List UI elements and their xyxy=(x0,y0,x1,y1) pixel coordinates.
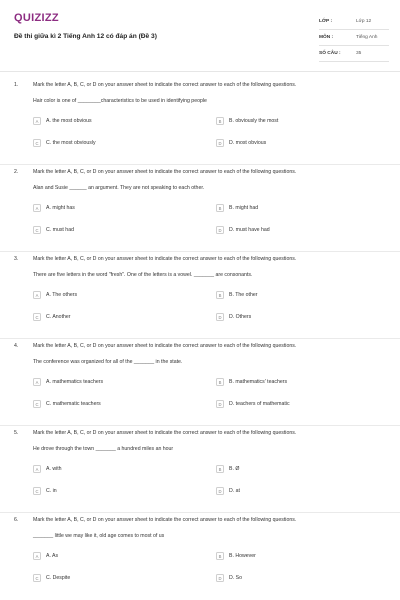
option-letter-box: A xyxy=(33,552,41,560)
option-text: C. in xyxy=(46,488,57,494)
question-number: 6. xyxy=(14,517,19,523)
option-letter-box: D xyxy=(216,226,224,234)
question-number: 3. xyxy=(14,256,19,262)
option-a[interactable] xyxy=(33,291,77,299)
question-5 xyxy=(0,426,400,513)
option-d[interactable] xyxy=(216,139,266,147)
option-text: B. might had xyxy=(229,205,259,211)
option-text: D. at xyxy=(229,488,240,494)
option-letter-box: D xyxy=(216,313,224,321)
option-text: D. Others xyxy=(229,314,252,320)
option-letter-box: C xyxy=(33,139,41,147)
option-letter-box: C xyxy=(33,313,41,321)
option-letter-box: B xyxy=(216,465,224,473)
question-stem: _______ little we may like it, old age comes to most of us xyxy=(33,533,165,539)
option-d[interactable] xyxy=(216,226,270,234)
meta-value: 35 xyxy=(356,51,362,56)
option-c[interactable] xyxy=(33,487,57,495)
worksheet-header xyxy=(0,0,400,70)
option-d[interactable] xyxy=(216,487,240,495)
option-letter-box: A xyxy=(33,204,41,212)
option-text: A. The others xyxy=(46,292,78,298)
option-text: B. The other xyxy=(229,292,258,298)
meta-row-grade xyxy=(319,14,389,30)
option-a[interactable] xyxy=(33,204,75,212)
question-3 xyxy=(0,252,400,339)
option-letter-box: A xyxy=(33,117,41,125)
option-c[interactable] xyxy=(33,139,96,147)
option-text: C. mathematic teachers xyxy=(46,401,101,407)
meta-key: SỐ CÂU : xyxy=(319,51,341,56)
question-stem: Alan and Susie ______ an argument. They are not speaking to each other. xyxy=(33,185,205,191)
option-a[interactable] xyxy=(33,378,103,386)
option-text: B. mathematics' teachers xyxy=(229,379,288,385)
option-letter-box: A xyxy=(33,378,41,386)
question-instruction: Mark the letter A, B, C, or D on your answer sheet to indicate the correct answer to each of the following questions. xyxy=(33,82,297,88)
option-c[interactable] xyxy=(33,226,74,234)
option-d[interactable] xyxy=(216,574,242,582)
option-text: D. must have had xyxy=(229,227,270,233)
worksheet-meta xyxy=(319,14,389,62)
meta-key: LỚP : xyxy=(319,19,333,24)
option-b[interactable] xyxy=(216,204,258,212)
option-letter-box: D xyxy=(216,139,224,147)
option-b[interactable] xyxy=(216,552,256,560)
question-instruction: Mark the letter A, B, C, or D on your answer sheet to indicate the correct answer to each of the following questions. xyxy=(33,517,297,523)
option-letter-box: C xyxy=(33,400,41,408)
quizizz-logo: QUIZIZZ xyxy=(14,12,59,24)
option-letter-box: B xyxy=(216,291,224,299)
option-letter-box: D xyxy=(216,487,224,495)
option-letter-box: C xyxy=(33,487,41,495)
option-text: D. teachers of mathematic xyxy=(229,401,290,407)
option-c[interactable] xyxy=(33,400,101,408)
option-letter-box: A xyxy=(33,291,41,299)
worksheet-title: Đề thi giữa kì 2 Tiếng Anh 12 có đáp án (Đề 3) xyxy=(14,33,157,40)
option-letter-box: C xyxy=(33,574,41,582)
option-letter-box: C xyxy=(33,226,41,234)
option-text: A. As xyxy=(46,553,59,559)
option-a[interactable] xyxy=(33,552,58,560)
question-number: 5. xyxy=(14,430,19,436)
question-instruction: Mark the letter A, B, C, or D on your answer sheet to indicate the correct answer to each of the following questions. xyxy=(33,256,297,262)
option-text: B. obviously the most xyxy=(229,118,279,124)
option-letter-box: A xyxy=(33,465,41,473)
option-text: A. mathematics teachers xyxy=(46,379,104,385)
question-number: 1. xyxy=(14,82,19,88)
option-letter-box: B xyxy=(216,378,224,386)
question-stem: There are five letters in the word "fresh". One of the letters is a vowel. _______ are consonants. xyxy=(33,272,253,278)
option-letter-box: D xyxy=(216,400,224,408)
question-stem: He drove through the town _______ a hundred miles an hour xyxy=(33,446,174,452)
option-b[interactable] xyxy=(216,291,257,299)
option-text: B. However xyxy=(229,553,256,559)
option-d[interactable] xyxy=(216,313,251,321)
meta-value: Tiếng Anh xyxy=(356,35,378,40)
question-stem: The conference was organized for all of the _______ in the state. xyxy=(33,359,183,365)
option-text: D. most obvious xyxy=(229,140,267,146)
option-text: C. Despite xyxy=(46,575,71,581)
option-letter-box: B xyxy=(216,552,224,560)
option-text: A. with xyxy=(46,466,62,472)
option-letter-box: B xyxy=(216,117,224,125)
option-text: A. might has xyxy=(46,205,75,211)
option-text: C. must had xyxy=(46,227,74,233)
header-divider xyxy=(0,71,400,72)
question-instruction: Mark the letter A, B, C, or D on your answer sheet to indicate the correct answer to each of the following questions. xyxy=(33,169,297,175)
option-text: C. Another xyxy=(46,314,71,320)
option-c[interactable] xyxy=(33,574,70,582)
option-b[interactable] xyxy=(216,117,278,125)
question-instruction: Mark the letter A, B, C, or D on your answer sheet to indicate the correct answer to each of the following questions. xyxy=(33,430,297,436)
question-number: 4. xyxy=(14,343,19,349)
option-text: C. the most obviously xyxy=(46,140,96,146)
option-letter-box: B xyxy=(216,204,224,212)
question-6 xyxy=(0,513,400,600)
meta-row-question-count xyxy=(319,46,389,62)
question-list xyxy=(0,78,400,600)
option-b[interactable] xyxy=(216,465,239,473)
question-number: 2. xyxy=(14,169,19,175)
option-a[interactable] xyxy=(33,117,92,125)
option-text: A. the most obvious xyxy=(46,118,92,124)
meta-row-subject xyxy=(319,30,389,46)
option-letter-box: D xyxy=(216,574,224,582)
option-b[interactable] xyxy=(216,378,287,386)
option-text: B. Ø xyxy=(229,466,240,472)
question-2 xyxy=(0,165,400,252)
question-1 xyxy=(0,78,400,165)
question-instruction: Mark the letter A, B, C, or D on your answer sheet to indicate the correct answer to each of the following questions. xyxy=(33,343,297,349)
option-c[interactable] xyxy=(33,313,71,321)
option-text: D. So xyxy=(229,575,242,581)
meta-key: MÔN : xyxy=(319,35,334,40)
meta-value: Lớp 12 xyxy=(356,19,372,24)
question-4 xyxy=(0,339,400,426)
question-stem: Hair color is one of ________characteristics to be used in identifying people xyxy=(33,98,207,104)
option-d[interactable] xyxy=(216,400,290,408)
option-a[interactable] xyxy=(33,465,62,473)
